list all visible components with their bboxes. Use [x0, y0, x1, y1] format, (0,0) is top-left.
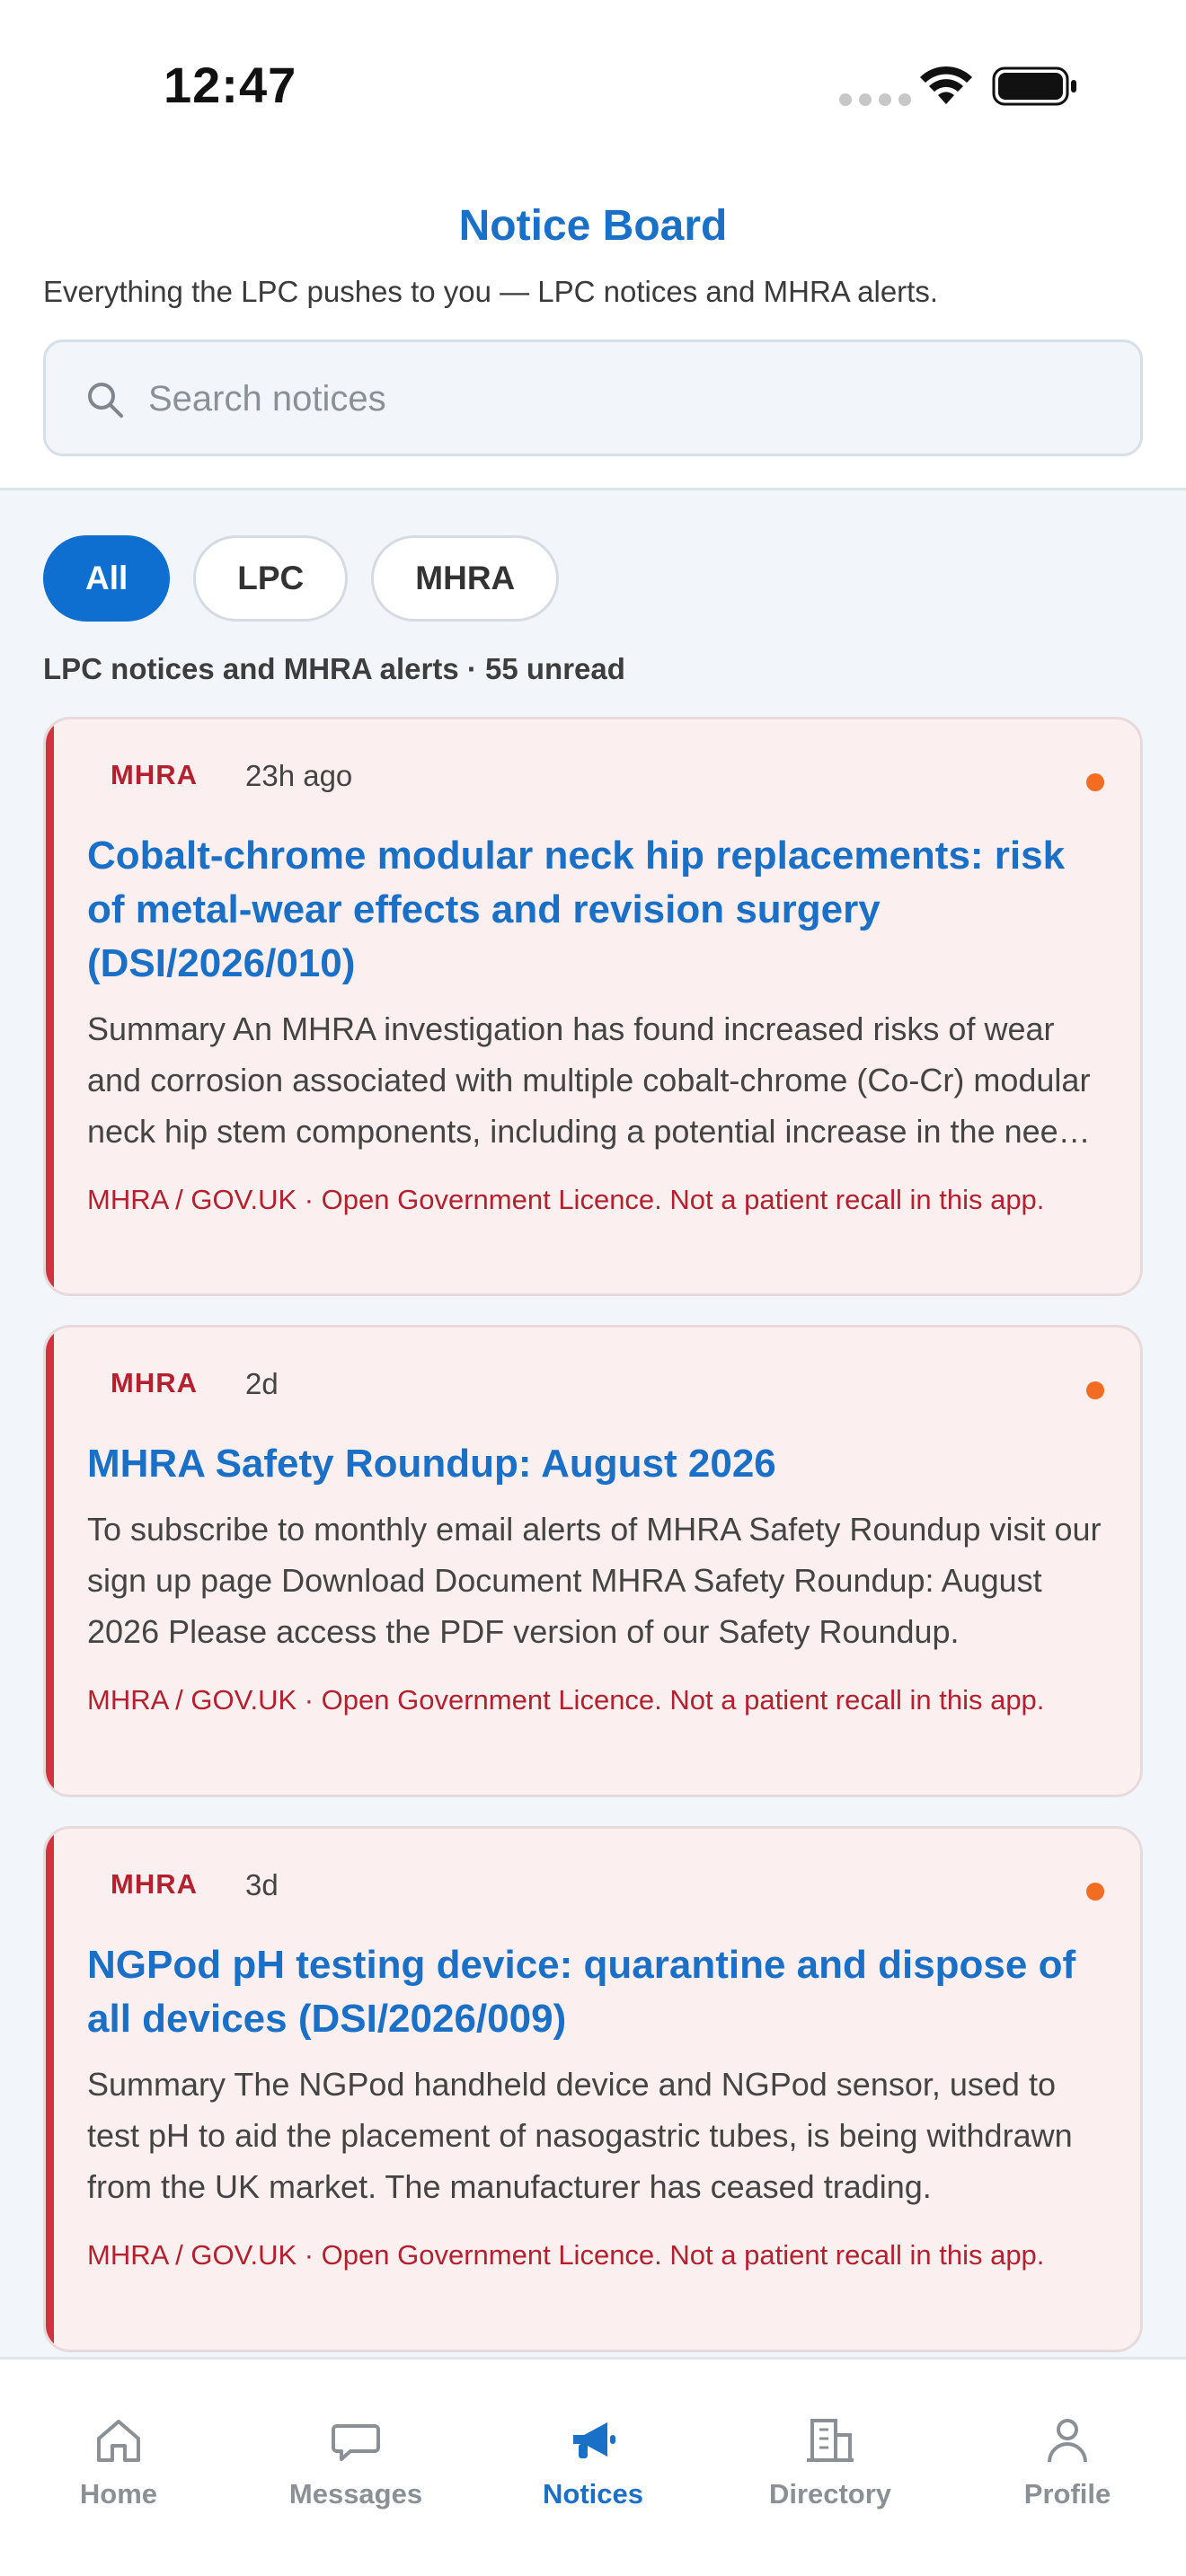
tab-messages[interactable] — [237, 2360, 474, 2539]
tab-label: Directory — [768, 2478, 892, 2510]
notice-card[interactable] — [43, 1826, 1143, 2352]
notice-attribution: MHRA / GOV.UK · Open Government Licence. Not a patient recall in this app. — [87, 2239, 1045, 2271]
tab-label: Home — [79, 2478, 158, 2510]
tab-label: Profile — [1023, 2478, 1111, 2510]
unread-indicator — [1086, 773, 1104, 791]
bottom-tab-bar — [0, 2357, 1186, 2576]
notice-attribution: MHRA / GOV.UK · Open Government Licence. Not a patient recall in this app. — [87, 1684, 1045, 1716]
source-badge: MHRA — [111, 759, 198, 790]
person-icon — [1040, 2413, 1094, 2467]
tab-home[interactable] — [0, 2360, 237, 2539]
unread-indicator — [1086, 1381, 1104, 1399]
page-subtitle: Everything the LPC pushes to you — LPC notices and MHRA alerts. — [43, 275, 938, 308]
notice-summary: Summary The NGPod handheld device and NGPod sensor, used to test pH to aid the placement of nasogastric tubes, is being withdrawn from the UK market. The manufacturer has ceased trading. — [87, 2066, 1073, 2205]
home-icon — [92, 2413, 146, 2467]
filter-chip-lpc[interactable]: LPC — [193, 535, 348, 622]
filter-chip-mhra[interactable]: MHRA — [371, 535, 559, 622]
tab-label: Messages — [288, 2478, 423, 2510]
filter-chips — [43, 535, 559, 622]
notice-summary: To subscribe to monthly email alerts of MHRA Safety Roundup visit our sign up page Download Document MHRA Safety Roundup: August 2026 Please access the PDF version of our Safety Roundup. — [87, 1511, 1102, 1650]
notice-time: 23h ago — [245, 759, 353, 792]
notice-title[interactable]: MHRA Safety Roundup: August 2026 — [87, 1442, 776, 1486]
notice-title[interactable]: Cobalt-chrome modular neck hip replacements: risk of metal-wear effects and revision surgery (DSI/2026/010) — [87, 834, 1066, 985]
tab-notices[interactable] — [474, 2360, 712, 2539]
filter-summary: LPC notices and MHRA alerts · 55 unread — [43, 652, 625, 685]
notice-card[interactable] — [43, 717, 1143, 1296]
tab-label: Notices — [543, 2478, 643, 2510]
search-input[interactable] — [148, 369, 1101, 428]
chat-bubble-icon — [329, 2413, 383, 2467]
page-header — [0, 171, 1186, 490]
source-badge: MHRA — [111, 1367, 198, 1398]
notice-summary: Summary An MHRA investigation has found increased risks of wear and corrosion associated with multiple cobalt-chrome (Co-Cr) modular neck hip stem components, including a potential increase in the need — [87, 1010, 1091, 1150]
notice-card[interactable] — [43, 1325, 1143, 1797]
unread-indicator — [1086, 1883, 1104, 1901]
tab-profile[interactable] — [949, 2360, 1186, 2539]
notice-time: 3d — [245, 1868, 279, 1901]
battery-icon — [992, 66, 1078, 106]
tab-directory[interactable] — [712, 2360, 949, 2539]
filter-chip-all[interactable]: All — [43, 535, 170, 622]
source-badge: MHRA — [111, 1868, 198, 1900]
building-icon — [803, 2413, 857, 2467]
status-bar — [0, 0, 1186, 171]
cellular-signal-icon — [839, 93, 911, 106]
status-time: 12:47 — [164, 57, 297, 113]
page-title: Notice Board — [458, 202, 728, 250]
wifi-icon — [918, 65, 974, 106]
notice-time: 2d — [245, 1367, 279, 1400]
search-bar[interactable] — [43, 340, 1143, 456]
notice-attribution: MHRA / GOV.UK · Open Government Licence. Not a patient recall in this app. — [87, 1184, 1045, 1215]
megaphone-icon — [566, 2413, 620, 2467]
notice-title[interactable]: NGPod pH testing device: quarantine and dispose of all devices (DSI/2026/009) — [87, 1943, 1076, 2041]
search-icon — [85, 380, 125, 419]
